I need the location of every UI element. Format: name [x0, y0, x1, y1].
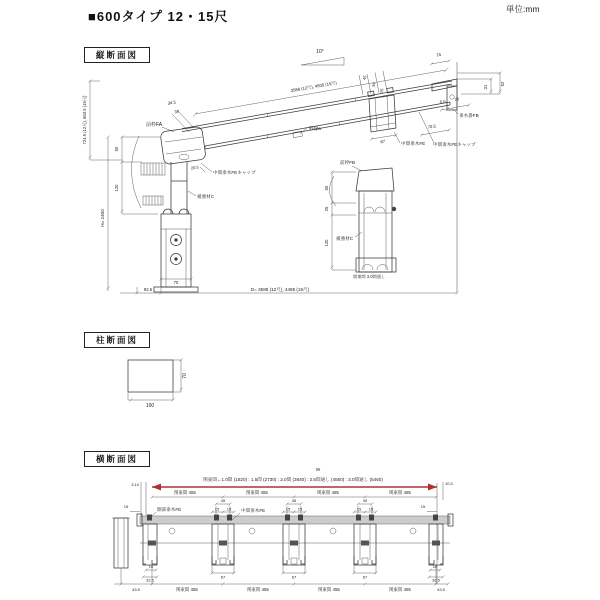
slope-angle-label: 10° [316, 49, 324, 55]
side-dim-10-right: 10 [432, 564, 438, 569]
dim-15: 15 [436, 51, 442, 58]
section-label-vertical: 縦断面図 [84, 47, 150, 63]
rafter3-dim-15a: 15 [356, 506, 362, 512]
section-label-cross: 横断面図 [84, 451, 150, 467]
rafter1-dim-67: 67 [220, 574, 226, 580]
cross-section [112, 467, 454, 593]
rafter2-dim-45: 45 [291, 498, 297, 503]
front-frame-fb-detail [329, 168, 396, 272]
dim-34: 34 [174, 108, 180, 115]
side-dim-32-5-right: 32.5 [432, 577, 440, 583]
column-dim-width: 100 [145, 403, 155, 409]
rafter3-dim-45: 45 [362, 498, 368, 503]
unit-note: 単位:mm [506, 4, 540, 14]
mid-rafter-cap-label-2: 中間垂木FEキャップ [433, 142, 476, 147]
rafter3-dim-67: 67 [362, 574, 368, 580]
mid-rafter-3 [353, 503, 378, 575]
rafter-dim-67: 67 [380, 138, 386, 145]
bay-dim-4: 関東間 455 [389, 490, 411, 495]
left-end-post [112, 518, 130, 568]
nobuchi-label: 野縁a [309, 126, 321, 131]
rafter2-dim-15b: 15 [297, 506, 303, 512]
rafter-dim-25: 25 [378, 87, 385, 94]
column-dim-height: 70 [182, 373, 188, 379]
span-note: 関東間←1.0間 (1820) : 1.5間 (2730) : 2.0間 (3640) : 2.5間通し (4550) : 3.0間通し (5460) [203, 477, 383, 482]
edge-dim-right: 10,3 [445, 481, 453, 486]
dim-92-5: 92.5 [143, 287, 153, 292]
detail-dim-120: 120 [324, 239, 329, 247]
mid-rafter-2 [282, 503, 307, 575]
dim-52: 52 [500, 81, 505, 87]
slope-angle-wedge [301, 57, 344, 65]
bay-dim-2: 関東間 455 [246, 490, 268, 495]
front-bracket [131, 136, 165, 208]
column-profile [128, 360, 173, 392]
front-frame-fa [160, 126, 206, 214]
dim-70-5: 70.5 [427, 123, 437, 130]
hanger-label: 垂木掛FB [459, 113, 479, 118]
detail-note: 関東間 3.0間通し [353, 274, 386, 279]
mid-rafter-cap-label-1: 中間垂木FEキャップ [213, 170, 256, 175]
mid-rafter-detail [368, 88, 396, 132]
front-frame-fa-label: 前枠FA [146, 122, 163, 128]
rafter-dim-34: 34 [370, 81, 377, 88]
dim-120: 120 [114, 184, 119, 192]
dim-43-5-right: 43.5 [437, 587, 445, 592]
rafter2-dim-67: 67 [291, 574, 297, 580]
detail-dim-60: 60 [324, 185, 329, 191]
mid-rafter-label-cross: 中間垂木FE [241, 508, 266, 513]
roof-panel [182, 81, 452, 149]
rafter1-dim-15a: 15 [214, 506, 220, 512]
left-height-dim: 724.5 (12尺), 863.5 (15尺) [82, 95, 87, 145]
depth-dim: D= 3585 (12尺), 4485 (15尺) [250, 287, 310, 292]
section-label-column: 柱断面図 [84, 332, 150, 348]
front-frame-fb-label: 前枠FB [340, 160, 356, 165]
reinforcement-label-2: 補強材C [336, 236, 354, 241]
dim-43-5-left: 43.5 [132, 587, 140, 592]
side-rafter-label: 側部垂木FE [157, 507, 182, 512]
page-title: ■600タイプ 12・15尺 [88, 9, 229, 24]
mid-rafter-label: 中間垂木FE [401, 141, 426, 146]
height-dim: H= 2400 [100, 209, 105, 227]
reinforcement-label-1: 補強材C [197, 194, 215, 199]
vertical-section [81, 49, 505, 295]
dim-34-5: 34.5 [167, 99, 177, 106]
w-label: W [315, 467, 321, 472]
dim-15-left: 15 [123, 504, 129, 509]
bay-dim-b2: 関東間 455 [247, 587, 269, 592]
slope-dim: 3586 (12尺), 4500 (15尺) [290, 80, 338, 94]
rafter3-dim-15b: 15 [368, 506, 374, 512]
side-dim-10-left: 10 [148, 564, 154, 569]
rafter-dim-45: 45 [361, 74, 368, 81]
column-section [128, 359, 188, 410]
bay-dim-b1: 関東間 455 [176, 587, 198, 592]
rafter1-dim-15b: 15 [226, 506, 232, 512]
rafter2-dim-15a: 15 [285, 506, 291, 512]
dim-26: 26 [454, 96, 460, 102]
bay-dim-b4: 関東間 455 [389, 587, 411, 592]
roof-panel-bar [140, 516, 450, 524]
dim-70: 70 [173, 280, 179, 285]
bay-dim-3: 関東間 455 [317, 490, 339, 495]
dim-15-right: 15 [420, 504, 426, 509]
dim-20-5: 20.5 [190, 164, 200, 171]
rafter1-dim-45: 45 [220, 498, 226, 503]
bay-dim-1: 関東間 455 [174, 490, 196, 495]
edge-dim-left: 3,10 [131, 482, 139, 487]
side-dim-32-5-left: 32.5 [146, 577, 154, 583]
dim-50: 50 [114, 146, 119, 152]
bay-dim-b3: 関東間 455 [318, 587, 340, 592]
dim-8-5: 8.5 [439, 98, 446, 105]
detail-dim-25: 25 [324, 206, 329, 212]
mid-rafter-1 [211, 503, 236, 575]
dim-31: 31 [483, 84, 488, 90]
